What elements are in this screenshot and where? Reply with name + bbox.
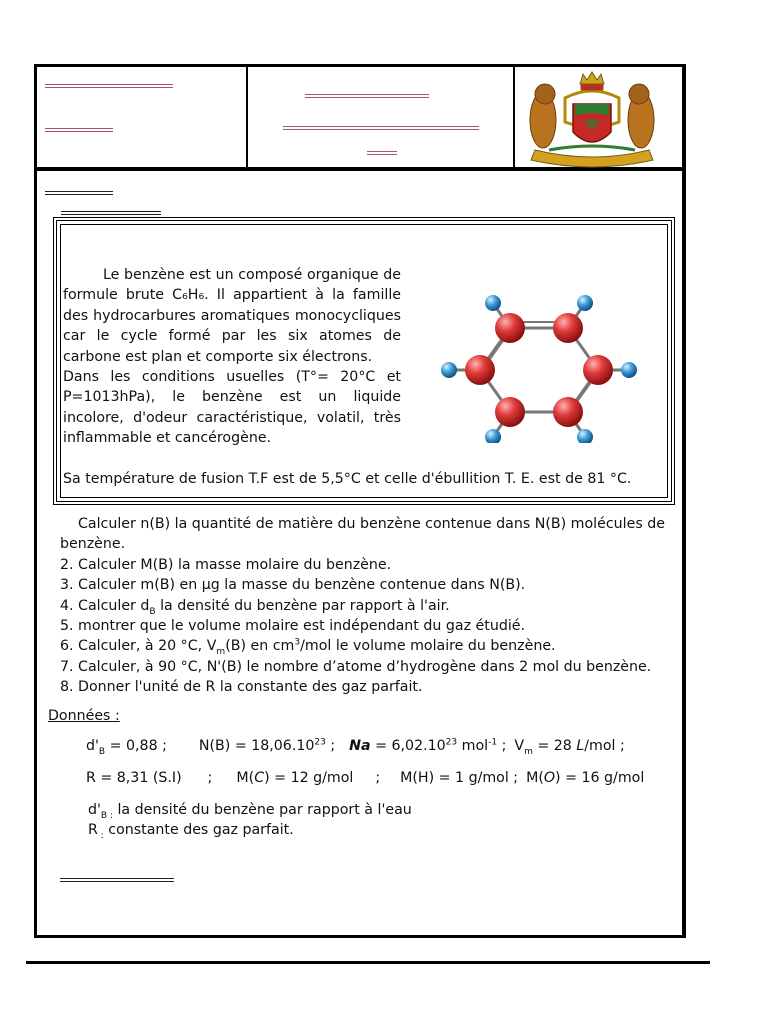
bottom-rule [26, 961, 710, 964]
redacted-school-name [45, 84, 173, 88]
question-5: 5. montrer que le volume molaire est indépendant du gaz étudié. [60, 618, 526, 635]
definition-r: R $_:$ constante des gaz parfait. [88, 822, 294, 841]
question-6: 6. Calculer, à 20 °C, $V_m(B)$ en $cm^3$/mol le volume molaire du benzène. [60, 637, 556, 658]
questions-list [60, 514, 685, 698]
question-7: 7. Calculer, à 90 °C, N'(B) le nombre d’atome d’hydrogène dans 2 mol du benzène. [60, 658, 652, 675]
question-3: 3. Calculer m(B) en μg la masse du benzène contenue dans N(B). [60, 577, 526, 594]
intro-paragraph-2: Dans les conditions usuelles (T°= 20°C et P=1013hPa), le benzène est un liquide incolore, d'odeur caractéristique, volatil, très inflammable et cancérogène. [63, 369, 401, 447]
question-2: 2. Calculer M(B) la masse molaire du benzène. [60, 556, 392, 573]
redacted-heading [45, 191, 113, 195]
redacted-subtitle [283, 126, 479, 130]
intro-paragraph-3: Sa température de fusion T.F est de 5,5°C et celle d'ébullition T. E. est de 81 °C. [63, 471, 632, 487]
redacted-subheading [61, 211, 161, 215]
definition-d-b: $d'_{B :}$ la densité du benzène par rapport à l'eau [88, 802, 412, 821]
redacted-date [367, 151, 397, 155]
donnees-heading: Données : [48, 708, 120, 724]
redacted-class [45, 128, 113, 132]
header-table [37, 67, 682, 171]
carbon-atoms [465, 313, 613, 427]
data-line-2: R = 8,31 (S.I) ; M(C) = 12 g/mol ; M(H) = 1 g/mol ; M(O) = 16 g/mol [86, 770, 645, 786]
benzene-molecule-image [435, 283, 655, 443]
question-4: 4. Calculer $d_B$ la densité du benzène par rapport à l'air. [60, 597, 450, 617]
intro-text-box [53, 217, 675, 505]
question-8: 8. Donner l'unité de R la constante des gaz parfait. [60, 679, 423, 696]
royal-emblem-icon [521, 70, 663, 168]
redacted-footer-heading [60, 878, 174, 882]
redacted-title [305, 94, 429, 98]
question-1: Calculer n(B) la quantité de matière du benzène contenue dans N(B) molécules de benzène. [60, 516, 665, 553]
definitions [88, 800, 412, 840]
intro-paragraph [63, 265, 401, 449]
header-divider-2 [513, 67, 515, 167]
data-line-1: $d'_B = 0,88$ ; $N(B) = 18,06.10^{23}$ ; $Na = 6,02.10^{23}$ mol$^{-1}$ ; $V_m = 28$ L/mol ; [86, 737, 625, 757]
intro-paragraph-1: Le benzène est un composé organique de formule brute C₆H₆. Il appartient à la famille des hydrocarbures aromatiques monocycliques car le cycle formé par les six atomes de carbone est plan et comporte six électrons. [63, 267, 401, 365]
header-divider-1 [246, 67, 248, 167]
